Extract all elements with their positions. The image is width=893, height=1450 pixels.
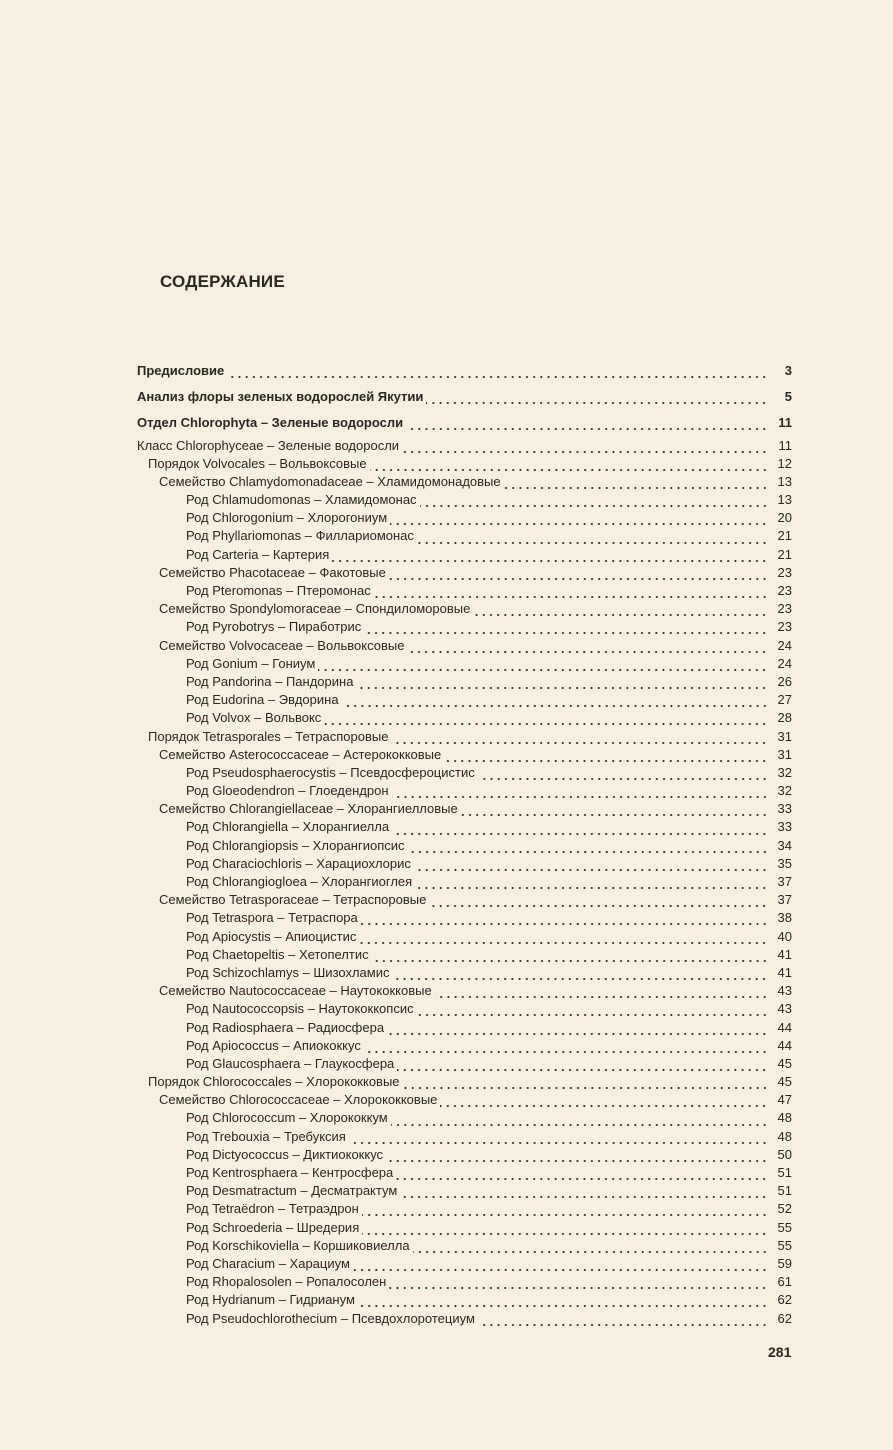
dot-leader bbox=[429, 891, 768, 909]
dot-leader bbox=[342, 691, 768, 709]
toc-entry-page: 11 bbox=[778, 437, 792, 453]
toc-entry bbox=[137, 964, 792, 982]
dot-leader bbox=[407, 637, 768, 655]
toc-entry-page: 41 bbox=[777, 964, 792, 980]
toc-entry-page: 55 bbox=[777, 1237, 792, 1253]
toc-entry-label: Род Rhopalosolen – Ропалосолен bbox=[186, 1274, 387, 1290]
dot-leader bbox=[364, 1037, 768, 1055]
toc-entry-label: Род Tetraspora – Тетраспора bbox=[186, 910, 358, 926]
dot-leader bbox=[478, 1310, 768, 1328]
toc-entry bbox=[137, 691, 792, 709]
toc-entry-page: 12 bbox=[777, 455, 792, 471]
toc-entry-label: Род Pseudochlorothecium – Псевдохлоротециум bbox=[186, 1310, 475, 1326]
toc-entry-page: 45 bbox=[777, 1074, 792, 1090]
toc-entry bbox=[137, 1073, 792, 1091]
toc-entry bbox=[137, 819, 792, 837]
toc-entry-label: Род Apiococcus – Апиококкус bbox=[186, 1037, 361, 1053]
toc-entry-label: Род Chlorangiogloea – Хлорангиоглея bbox=[186, 874, 413, 890]
dot-leader bbox=[370, 455, 768, 473]
toc-entry-label: Род Apiocystis – Апиоцистис bbox=[186, 928, 357, 944]
toc-entry bbox=[137, 655, 792, 673]
toc-entry-page: 33 bbox=[777, 819, 792, 835]
toc-entry-page: 21 bbox=[777, 546, 792, 562]
toc-entry-page: 45 bbox=[777, 1055, 792, 1071]
dot-leader bbox=[408, 837, 769, 855]
toc-entry bbox=[137, 873, 792, 891]
dot-leader bbox=[362, 1219, 768, 1237]
toc-entry bbox=[137, 546, 792, 564]
toc-entry bbox=[137, 1164, 792, 1182]
toc-entry-label: Порядок Chlorococcales – Хлорококковые bbox=[148, 1074, 400, 1090]
toc-entry-label: Семейство Tetrasporaceae – Тетраспоровые bbox=[159, 892, 427, 908]
dot-leader bbox=[396, 1164, 768, 1182]
page-number: 281 bbox=[768, 1344, 792, 1360]
toc-entry-page: 31 bbox=[777, 746, 792, 762]
toc-entry-label: Семейство Spondylomoraceae – Спондиломоровые bbox=[159, 601, 471, 617]
toc-entry bbox=[137, 582, 792, 600]
dot-leader bbox=[391, 1110, 768, 1128]
toc-entry-label: Семейство Asterococcaceae – Астерококковые bbox=[159, 746, 442, 762]
toc-entry-label: Порядок Volvocales – Вольвоксовые bbox=[148, 455, 367, 471]
dot-leader bbox=[362, 1200, 768, 1218]
dot-leader bbox=[324, 709, 768, 727]
dot-leader bbox=[402, 437, 768, 455]
toc-entry-page: 24 bbox=[777, 637, 792, 653]
toc-entry-label: Род Glaucosphaera – Глаукосфера bbox=[186, 1055, 395, 1071]
dot-leader bbox=[426, 388, 768, 406]
toc-entry-label: Семейство Nautococcaceae – Наутококковые bbox=[159, 983, 432, 999]
toc-entry-page: 23 bbox=[777, 564, 792, 580]
toc-entry-page: 61 bbox=[777, 1274, 792, 1290]
toc-entry-label: Семейство Volvocaceae – Вольвоксовые bbox=[159, 637, 405, 653]
toc-entry-page: 35 bbox=[777, 855, 792, 871]
dot-leader bbox=[397, 1055, 768, 1073]
dot-leader bbox=[374, 582, 768, 600]
toc-entry-page: 41 bbox=[777, 946, 792, 962]
dot-leader bbox=[353, 1255, 768, 1273]
dot-leader bbox=[318, 655, 768, 673]
dot-leader bbox=[392, 782, 768, 800]
toc-entry-label: Класс Chlorophyceae – Зеленые водоросли bbox=[137, 437, 400, 453]
toc-entry-page: 34 bbox=[777, 837, 792, 853]
toc-entry bbox=[137, 1200, 792, 1218]
toc-entry-label: Род Radiosphaera – Радиосфера bbox=[186, 1019, 385, 1035]
toc-entry bbox=[137, 1291, 792, 1309]
dot-leader bbox=[392, 964, 768, 982]
toc-entry bbox=[137, 673, 792, 691]
dot-leader bbox=[473, 600, 768, 618]
toc-entry-page: 21 bbox=[777, 528, 792, 544]
toc-entry-page: 24 bbox=[777, 655, 792, 671]
toc-entry-page: 32 bbox=[777, 783, 792, 799]
toc-entry bbox=[137, 855, 792, 873]
toc-entry bbox=[137, 891, 792, 909]
toc-entry bbox=[137, 1110, 792, 1128]
toc-entry-label: Род Eudorina – Эвдорина bbox=[186, 692, 339, 708]
dot-leader bbox=[356, 673, 768, 691]
dot-leader bbox=[406, 414, 768, 432]
toc-entry-label: Семейство Chlorangiellaceae – Хлорангиелловые bbox=[159, 801, 458, 817]
toc-entry bbox=[137, 800, 792, 818]
toc-entry bbox=[137, 528, 792, 546]
dot-leader bbox=[440, 1091, 768, 1109]
dot-leader bbox=[391, 728, 768, 746]
toc-entry bbox=[137, 618, 792, 636]
toc-entry-label: Род Pteromonas – Птеромонас bbox=[186, 583, 371, 599]
toc-entry-label: Род Characium – Харациум bbox=[186, 1255, 350, 1271]
toc-entry bbox=[137, 1091, 792, 1109]
table-of-contents bbox=[137, 362, 792, 1328]
toc-entry-label: Род Carteria – Картерия bbox=[186, 546, 330, 562]
toc-entry bbox=[137, 455, 792, 473]
toc-entry-page: 13 bbox=[777, 473, 792, 489]
dot-leader bbox=[389, 1273, 768, 1291]
toc-entry-page: 23 bbox=[777, 601, 792, 617]
toc-entry bbox=[137, 709, 792, 727]
page-title: СОДЕРЖАНИЕ bbox=[160, 272, 285, 291]
toc-entry-label: Род Phyllariomonas – Филлариомонас bbox=[186, 528, 414, 544]
toc-entry-label: Семейство Chlorococcaceae – Хлорококковые bbox=[159, 1092, 438, 1108]
dot-leader bbox=[413, 1237, 768, 1255]
toc-entry-label: Род Schizochlamys – Шизохламис bbox=[186, 964, 390, 980]
toc-entry-label: Отдел Chlorophyta – Зеленые водоросли bbox=[137, 415, 404, 431]
dot-leader bbox=[478, 764, 768, 782]
toc-entry bbox=[137, 946, 792, 964]
toc-entry bbox=[137, 1219, 792, 1237]
toc-entry-label: Предисловие bbox=[137, 362, 225, 378]
toc-entry bbox=[137, 1000, 792, 1018]
toc-entry-page: 52 bbox=[777, 1201, 792, 1217]
toc-entry-label: Род Hydrianum – Гидрианум bbox=[186, 1292, 355, 1308]
toc-entry-label: Род Pandorina – Пандорина bbox=[186, 673, 354, 689]
toc-entry bbox=[137, 1237, 792, 1255]
toc-entry bbox=[137, 437, 792, 455]
toc-entry bbox=[137, 414, 792, 432]
toc-entry-label: Род Gonium – Гониум bbox=[186, 655, 316, 671]
toc-entry-page: 27 bbox=[777, 692, 792, 708]
toc-entry-page: 31 bbox=[777, 728, 792, 744]
toc-entry bbox=[137, 1255, 792, 1273]
toc-entry bbox=[137, 388, 792, 406]
toc-entry bbox=[137, 1146, 792, 1164]
toc-entry-label: Род Dictyococcus – Диктиококкус bbox=[186, 1146, 384, 1162]
toc-entry bbox=[137, 746, 792, 764]
toc-entry bbox=[137, 837, 792, 855]
toc-entry-page: 40 bbox=[777, 928, 792, 944]
toc-entry bbox=[137, 1310, 792, 1328]
dot-leader bbox=[386, 1146, 768, 1164]
toc-entry-label: Род Chlorococcum – Хлорококкум bbox=[186, 1110, 388, 1126]
toc-entry-page: 55 bbox=[777, 1219, 792, 1235]
dot-leader bbox=[417, 528, 768, 546]
dot-leader bbox=[389, 564, 768, 582]
toc-entry-label: Род Korschikoviella – Коршиковиелла bbox=[186, 1237, 410, 1253]
toc-entry-label: Род Kentrosphaera – Кентросфера bbox=[186, 1165, 394, 1181]
dot-leader bbox=[400, 1182, 768, 1200]
toc-entry-label: Род Pyrobotrys – Пиработрис bbox=[186, 619, 362, 635]
toc-entry-page: 44 bbox=[777, 1037, 792, 1053]
toc-entry bbox=[137, 362, 792, 380]
toc-entry-label: Род Desmatractum – Десматрактум bbox=[186, 1183, 398, 1199]
toc-entry-label: Род Volvox – Вольвокс bbox=[186, 710, 322, 726]
toc-entry-label: Род Nautococcopsis – Наутококкопсис bbox=[186, 1001, 414, 1017]
dot-leader bbox=[349, 1128, 768, 1146]
toc-entry-page: 43 bbox=[777, 1001, 792, 1017]
toc-entry-page: 5 bbox=[784, 389, 792, 405]
toc-entry-label: Порядок Tetrasporales – Тетраспоровые bbox=[148, 728, 389, 744]
toc-entry bbox=[137, 728, 792, 746]
toc-entry-page: 23 bbox=[777, 583, 792, 599]
dot-leader bbox=[227, 362, 768, 380]
toc-entry-page: 37 bbox=[777, 892, 792, 908]
toc-entry bbox=[137, 982, 792, 1000]
dot-leader bbox=[359, 928, 768, 946]
toc-entry bbox=[137, 1019, 792, 1037]
toc-entry bbox=[137, 1128, 792, 1146]
toc-entry-label: Род Characiochloris – Харациохлорис bbox=[186, 855, 411, 871]
toc-entry-label: Род Chlorogonium – Хлорогониум bbox=[186, 510, 388, 526]
dot-leader bbox=[504, 473, 768, 491]
toc-entry-page: 26 bbox=[777, 673, 792, 689]
dot-leader bbox=[372, 946, 768, 964]
toc-entry-label: Род Chlorangiella – Хлорангиелла bbox=[186, 819, 390, 835]
toc-entry-page: 62 bbox=[777, 1292, 792, 1308]
toc-entry-page: 47 bbox=[777, 1092, 792, 1108]
toc-entry-label: Род Chlamudomonas – Хламидомонас bbox=[186, 492, 417, 508]
toc-entry bbox=[137, 600, 792, 618]
dot-leader bbox=[415, 873, 768, 891]
toc-entry-page: 43 bbox=[777, 983, 792, 999]
toc-entry-page: 48 bbox=[777, 1110, 792, 1126]
toc-entry bbox=[137, 928, 792, 946]
dot-leader bbox=[420, 491, 768, 509]
toc-entry-label: Род Chlorangiopsis – Хлорангиопсис bbox=[186, 837, 405, 853]
dot-leader bbox=[387, 1019, 768, 1037]
toc-entry-page: 59 bbox=[777, 1255, 792, 1271]
toc-entry-label: Род Trebouxia – Требуксия bbox=[186, 1128, 346, 1144]
toc-entry-page: 11 bbox=[778, 415, 792, 431]
toc-entry-label: Род Pseudosphaerocystis – Псевдосфероцистис bbox=[186, 764, 475, 780]
dot-leader bbox=[332, 546, 768, 564]
toc-entry-page: 13 bbox=[777, 492, 792, 508]
dot-leader bbox=[417, 1000, 768, 1018]
toc-entry bbox=[137, 473, 792, 491]
toc-entry-label: Род Gloeodendron – Глоедендрон bbox=[186, 783, 389, 799]
dot-leader bbox=[390, 509, 768, 527]
toc-entry-page: 62 bbox=[777, 1310, 792, 1326]
toc-entry-page: 20 bbox=[777, 510, 792, 526]
toc-entry-page: 3 bbox=[784, 362, 792, 378]
toc-entry-label: Анализ флоры зеленых водорослей Якутии bbox=[137, 389, 424, 405]
dot-leader bbox=[403, 1073, 768, 1091]
toc-entry-label: Род Tetraëdron – Тетраэдрон bbox=[186, 1201, 359, 1217]
toc-entry bbox=[137, 764, 792, 782]
dot-leader bbox=[414, 855, 768, 873]
toc-entry-page: 38 bbox=[777, 910, 792, 926]
dot-leader bbox=[361, 909, 768, 927]
toc-entry-label: Род Chaetopeltis – Хетопелтис bbox=[186, 946, 369, 962]
toc-entry bbox=[137, 782, 792, 800]
toc-entry bbox=[137, 509, 792, 527]
toc-entry-page: 32 bbox=[777, 764, 792, 780]
toc-entry-page: 28 bbox=[777, 710, 792, 726]
toc-entry-page: 51 bbox=[777, 1183, 792, 1199]
toc-entry bbox=[137, 637, 792, 655]
dot-leader bbox=[392, 819, 768, 837]
dot-leader bbox=[461, 800, 768, 818]
toc-entry-page: 50 bbox=[777, 1146, 792, 1162]
toc-entry bbox=[137, 1273, 792, 1291]
toc-entry bbox=[137, 1182, 792, 1200]
toc-entry-label: Род Schroederia – Шредерия bbox=[186, 1219, 360, 1235]
toc-entry bbox=[137, 1055, 792, 1073]
toc-entry bbox=[137, 491, 792, 509]
toc-entry-page: 48 bbox=[777, 1128, 792, 1144]
toc-entry-page: 44 bbox=[777, 1019, 792, 1035]
dot-leader bbox=[358, 1291, 768, 1309]
toc-entry-page: 33 bbox=[777, 801, 792, 817]
toc-entry-page: 51 bbox=[777, 1165, 792, 1181]
toc-entry-page: 23 bbox=[777, 619, 792, 635]
dot-leader bbox=[435, 982, 768, 1000]
toc-entry bbox=[137, 909, 792, 927]
toc-entry-page: 37 bbox=[777, 874, 792, 890]
toc-entry-label: Семейство Chlamydomonadaceae – Хламидомонадовые bbox=[159, 473, 501, 489]
dot-leader bbox=[444, 746, 768, 764]
toc-entry bbox=[137, 564, 792, 582]
toc-entry bbox=[137, 1037, 792, 1055]
toc-entry-label: Семейство Phacotaceae – Факотовые bbox=[159, 564, 386, 580]
dot-leader bbox=[364, 618, 768, 636]
